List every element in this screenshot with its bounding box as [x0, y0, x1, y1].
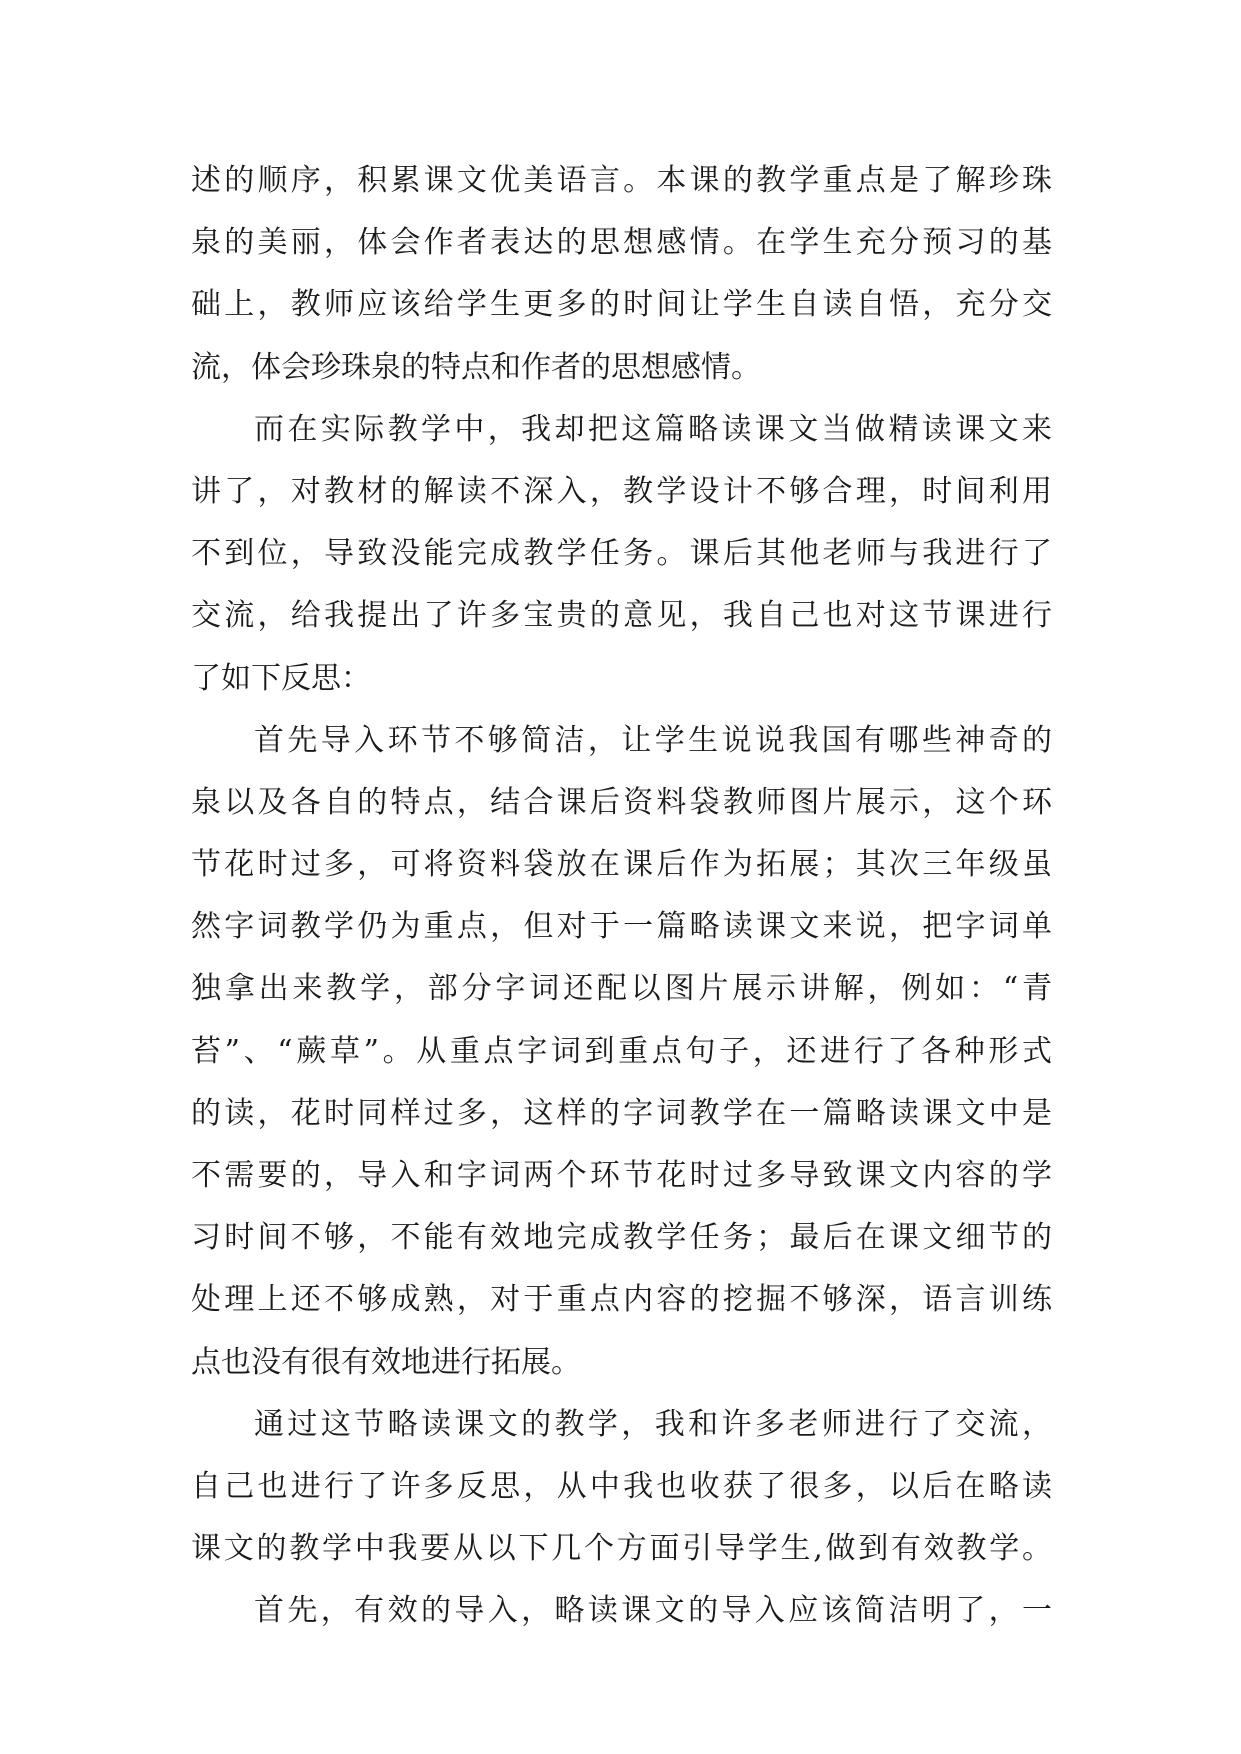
text-line: 了如下反思：	[191, 660, 371, 696]
text-line: 然字词教学仍为重点，但对于一篇略读课文来说，把字词单	[191, 909, 1052, 945]
text-line: 通过这节略读课文的教学，我和许多老师进行了交流，	[254, 1406, 1052, 1442]
text-line: 点也没有很有效地进行拓展。	[191, 1344, 581, 1380]
text-line: 不需要的，导入和字词两个环节花时过多导致课文内容的学	[191, 1158, 1052, 1193]
text-line: 首先，有效的导入，略读课文的导入应该简洁明了，一	[254, 1593, 1052, 1629]
text-line: 独拿出来教学，部分字词还配以图片展示讲解，例如：“青	[191, 971, 1052, 1007]
text-line: 讲了，对教材的解读不深入，教学设计不够合理，时间利用	[191, 473, 1052, 509]
text-line: 泉的美丽，体会作者表达的思想感情。在学生充分预习的基	[191, 225, 1052, 261]
paragraph	[191, 399, 1052, 710]
text-line: 交流，给我提出了许多宝贵的意见，我自己也对这节课进行	[191, 598, 1052, 634]
text-line: 泉以及各自的特点，结合课后资料袋教师图片展示，这个环	[191, 784, 1052, 820]
text-line: 而在实际教学中，我却把这篇略读课文当做精读课文来	[254, 411, 1052, 447]
text-line: 苔”、“蕨草”。从重点字词到重点句子，还进行了各种形式	[191, 1033, 1052, 1069]
text-line: 自己也进行了许多反思，从中我也收获了很多，以后在略读	[191, 1468, 1052, 1504]
text-line: 首先导入环节不够简洁，让学生说说我国有哪些神奇的	[254, 722, 1052, 758]
text-line: 础上，教师应该给学生更多的时间让学生自读自悟，充分交	[191, 287, 1052, 323]
paragraph	[191, 1580, 1052, 1642]
text-line: 述的顺序，积累课文优美语言。本课的教学重点是了解珍珠	[191, 163, 1052, 198]
text-line: 习时间不够，不能有效地完成教学任务；最后在课文细节的	[191, 1220, 1052, 1256]
paragraph	[191, 150, 1052, 399]
text-line: 不到位，导致没能完成教学任务。课后其他老师与我进行了	[191, 536, 1052, 572]
paragraph	[191, 710, 1052, 1394]
text-line: 节花时过多，可将资料袋放在课后作为拓展；其次三年级虽	[191, 847, 1052, 883]
document-body	[191, 150, 1052, 1643]
text-line: 的读，花时同样过多，这样的字词教学在一篇略读课文中是	[191, 1095, 1052, 1131]
text-line: 处理上还不够成熟，对于重点内容的挖掘不够深，语言训练	[191, 1282, 1052, 1318]
paragraph	[191, 1394, 1052, 1581]
text-line: 课文的教学中我要从以下几个方面引导学生,做到有效教学。	[191, 1531, 1052, 1567]
text-line: 流，体会珍珠泉的特点和作者的思想感情。	[191, 349, 761, 385]
